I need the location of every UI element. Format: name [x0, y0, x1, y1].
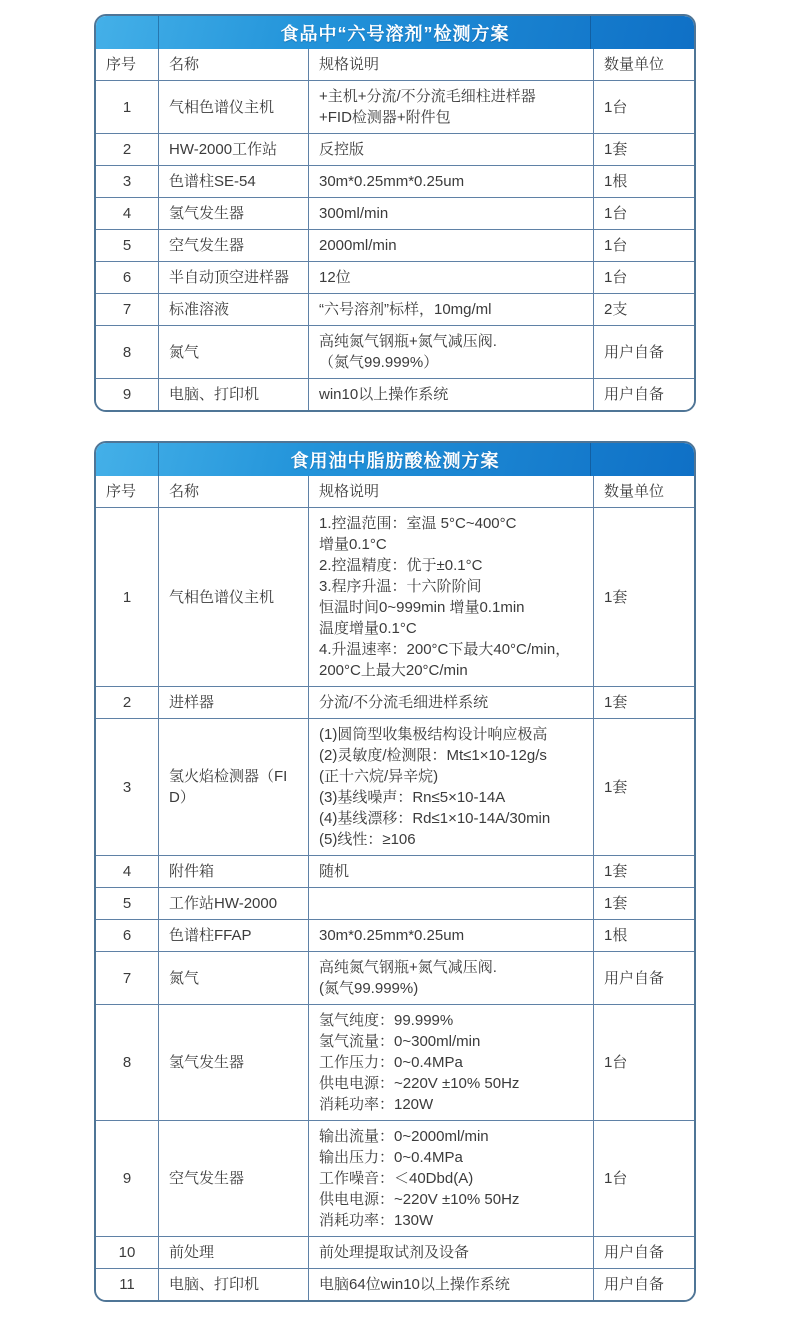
spec-line: 恒温时间0~999min 增量0.1min	[319, 599, 525, 616]
row-name-cell: 空气发生器	[158, 230, 308, 261]
row-qty-cell: 1根	[593, 166, 694, 197]
row-name-cell: 氢火焰检测器（FID）	[158, 719, 308, 855]
row-spec-cell	[308, 166, 593, 197]
row-spec-cell	[308, 1237, 593, 1268]
spec-line: 3.程序升温：十六阶阶间	[319, 578, 482, 595]
spec-table-card	[94, 441, 696, 1302]
row-name-cell: 半自动顶空进样器	[158, 262, 308, 293]
row-index-cell: 10	[118, 1244, 136, 1261]
row-index-cell: 9	[122, 1170, 132, 1187]
spec-line: +主机+分流/不分流毛细柱进样器	[319, 88, 536, 105]
spec-line: 1.控温范围：室温 5°C~400°C	[319, 515, 517, 532]
row-index-cell: 8	[122, 343, 132, 361]
spec-line: 分流/不分流毛细进样系统	[319, 694, 489, 711]
row-qty-cell: 1套	[593, 134, 694, 165]
row-qty-cell: 1台	[593, 262, 694, 293]
column-header: 规格说明	[308, 49, 593, 80]
row-qty-cell: 用户自备	[593, 326, 694, 378]
row-qty-cell: 1根	[593, 920, 694, 951]
spec-line: 工作压力：0~0.4MPa	[319, 1054, 463, 1071]
row-qty-cell: 1台	[593, 1005, 694, 1120]
row-spec-cell	[308, 687, 593, 718]
spec-line: 工作噪音：＜40Dbd(A)	[319, 1170, 474, 1187]
row-spec-cell	[308, 1269, 593, 1300]
table-row	[96, 718, 694, 855]
table-row	[96, 507, 694, 686]
spec-line: 氢气流量：0~300ml/min	[319, 1033, 481, 1050]
spec-line: 30m*0.25mm*0.25um	[319, 927, 465, 944]
row-index-cell: 3	[122, 173, 132, 190]
column-header: 数量单位	[593, 49, 694, 80]
row-name-cell: 附件箱	[158, 856, 308, 887]
spec-line: 4.升温速率：200°C下最大40°C/min，	[319, 641, 571, 658]
row-name-cell: 氢气发生器	[158, 1005, 308, 1120]
spec-line: 电脑64位win10以上操作系统	[319, 1276, 510, 1293]
spec-line: 30m*0.25mm*0.25um	[319, 173, 465, 190]
row-index-cell: 2	[122, 141, 132, 158]
row-name-cell: 电脑、打印机	[158, 379, 308, 410]
table-body	[96, 80, 694, 410]
spec-line: (4)基线漂移：Rd≤1×10-14A/30min	[319, 810, 551, 827]
spec-line: 反控版	[319, 141, 365, 158]
row-qty-cell: 1台	[593, 198, 694, 229]
row-spec-cell	[308, 888, 593, 919]
row-name-cell: 氢气发生器	[158, 198, 308, 229]
table-row	[96, 1268, 694, 1300]
table-row	[96, 1004, 694, 1120]
row-qty-cell: 1套	[593, 888, 694, 919]
spec-line: (正十六烷/异辛烷)	[319, 768, 439, 785]
row-name-cell: 前处理	[158, 1237, 308, 1268]
spec-line: (氮气99.999%)	[319, 980, 419, 997]
row-index-cell: 9	[122, 386, 132, 403]
row-index-cell: 3	[122, 778, 132, 796]
spec-line: 高纯氮气钢瓶+氮气减压阀.	[319, 959, 497, 976]
spec-line: +FID检测器+附件包	[319, 109, 451, 126]
table-title: 食品中“六号溶剂”检测方案	[280, 23, 510, 44]
spec-line: (5)线性：≥106	[319, 831, 416, 848]
row-index-cell: 4	[122, 863, 132, 880]
row-index-cell: 8	[122, 1054, 132, 1071]
row-spec-cell	[308, 262, 593, 293]
table-row	[96, 325, 694, 378]
table-title: 食用油中脂肪酸检测方案	[290, 450, 500, 471]
row-spec-cell	[308, 920, 593, 951]
row-name-cell: 空气发生器	[158, 1121, 308, 1236]
row-spec-cell	[308, 1121, 593, 1236]
row-name-cell: 色谱柱SE-54	[158, 166, 308, 197]
spec-line: 前处理提取试剂及设备	[319, 1244, 470, 1261]
table-row	[96, 887, 694, 919]
row-index-cell: 7	[122, 301, 132, 318]
title-column-divider	[158, 16, 159, 49]
row-qty-cell: 用户自备	[593, 952, 694, 1004]
row-spec-cell	[308, 294, 593, 325]
table-row	[96, 686, 694, 718]
row-name-cell: 氮气	[158, 326, 308, 378]
row-qty-cell: 1台	[593, 230, 694, 261]
row-qty-cell: 用户自备	[593, 379, 694, 410]
table-header-row	[96, 49, 694, 80]
row-name-cell: 气相色谱仪主机	[158, 508, 308, 686]
spec-line: (2)灵敏度/检测限：Mt≤1×10-12g/s	[319, 747, 547, 764]
row-spec-cell	[308, 198, 593, 229]
spec-line: “六号溶剂”标样，10mg/ml	[319, 301, 492, 318]
row-index-cell: 6	[122, 269, 132, 286]
row-qty-cell: 1台	[593, 1121, 694, 1236]
row-name-cell: 进样器	[158, 687, 308, 718]
spec-line: win10以上操作系统	[319, 386, 449, 403]
row-name-cell: 工作站HW-2000	[158, 888, 308, 919]
column-header: 规格说明	[308, 476, 593, 507]
row-name-cell: 标准溶液	[158, 294, 308, 325]
row-name-cell: 色谱柱FFAP	[158, 920, 308, 951]
row-index-cell: 5	[122, 237, 132, 254]
column-header: 序号	[106, 56, 137, 73]
spec-line: 消耗功率：120W	[319, 1096, 434, 1113]
table-row	[96, 293, 694, 325]
table-row	[96, 197, 694, 229]
row-qty-cell: 1台	[593, 81, 694, 133]
spec-line: 消耗功率：130W	[319, 1212, 434, 1229]
spec-line: (1)圆筒型收集极结构设计响应极高	[319, 726, 548, 743]
table-body	[96, 507, 694, 1300]
row-qty-cell: 用户自备	[593, 1269, 694, 1300]
spec-line: 高纯氮气钢瓶+氮气减压阀.	[319, 333, 497, 350]
row-index-cell: 7	[122, 969, 132, 987]
row-qty-cell: 1套	[593, 719, 694, 855]
row-qty-cell: 2支	[593, 294, 694, 325]
row-qty-cell: 1套	[593, 687, 694, 718]
spec-line: 2000ml/min	[319, 237, 397, 254]
table-row	[96, 1236, 694, 1268]
table-row	[96, 919, 694, 951]
title-column-divider	[590, 443, 591, 476]
row-index-cell: 4	[122, 205, 132, 222]
spec-line: 随机	[319, 863, 350, 880]
table-title-bar	[96, 16, 694, 49]
row-name-cell: 电脑、打印机	[158, 1269, 308, 1300]
title-column-divider	[590, 16, 591, 49]
row-index-cell: 5	[122, 895, 132, 912]
spec-line: 12位	[319, 269, 351, 286]
column-header: 名称	[158, 476, 308, 507]
spec-line: 200°C上最大20°C/min	[319, 662, 468, 679]
column-header: 数量单位	[593, 476, 694, 507]
spec-line: （氮气99.999%）	[319, 354, 439, 371]
table-row	[96, 165, 694, 197]
spec-line: 300ml/min	[319, 205, 389, 222]
column-header: 序号	[106, 483, 137, 500]
row-spec-cell	[308, 508, 593, 686]
tables-container	[0, 14, 790, 1302]
column-header: 名称	[158, 49, 308, 80]
row-qty-cell: 1套	[593, 508, 694, 686]
table-row	[96, 229, 694, 261]
spec-line: (3)基线噪声：Rn≤5×10-14A	[319, 789, 506, 806]
row-spec-cell	[308, 719, 593, 855]
row-spec-cell	[308, 326, 593, 378]
spec-table-card	[94, 14, 696, 412]
row-spec-cell	[308, 1005, 593, 1120]
row-spec-cell	[308, 134, 593, 165]
row-name-cell: 气相色谱仪主机	[158, 81, 308, 133]
row-spec-cell	[308, 952, 593, 1004]
row-qty-cell: 用户自备	[593, 1237, 694, 1268]
table-row	[96, 133, 694, 165]
row-spec-cell	[308, 230, 593, 261]
table-row	[96, 951, 694, 1004]
row-index-cell: 11	[119, 1276, 135, 1293]
row-spec-cell	[308, 81, 593, 133]
table-row	[96, 1120, 694, 1236]
spec-line: 供电电源：~220V ±10% 50Hz	[319, 1075, 520, 1092]
table-row	[96, 378, 694, 410]
spec-line: 温度增量0.1°C	[319, 620, 417, 637]
table-row	[96, 261, 694, 293]
row-index-cell: 1	[122, 588, 132, 606]
spec-line: 输出压力：0~0.4MPa	[319, 1149, 463, 1166]
row-name-cell: HW-2000工作站	[158, 134, 308, 165]
row-index-cell: 1	[122, 98, 132, 116]
spec-line: 2.控温精度：优于±0.1°C	[319, 557, 483, 574]
table-row	[96, 855, 694, 887]
title-column-divider	[158, 443, 159, 476]
table-title-bar	[96, 443, 694, 476]
row-index-cell: 2	[122, 694, 132, 711]
spec-line: 氢气纯度：99.999%	[319, 1012, 454, 1029]
row-index-cell: 6	[122, 927, 132, 944]
row-qty-cell: 1套	[593, 856, 694, 887]
table-header-row	[96, 476, 694, 507]
row-spec-cell	[308, 379, 593, 410]
spec-line: 增量0.1°C	[319, 536, 387, 553]
spec-line: 供电电源：~220V ±10% 50Hz	[319, 1191, 520, 1208]
table-row	[96, 80, 694, 133]
row-name-cell: 氮气	[158, 952, 308, 1004]
row-spec-cell	[308, 856, 593, 887]
spec-line: 输出流量：0~2000ml/min	[319, 1128, 489, 1145]
